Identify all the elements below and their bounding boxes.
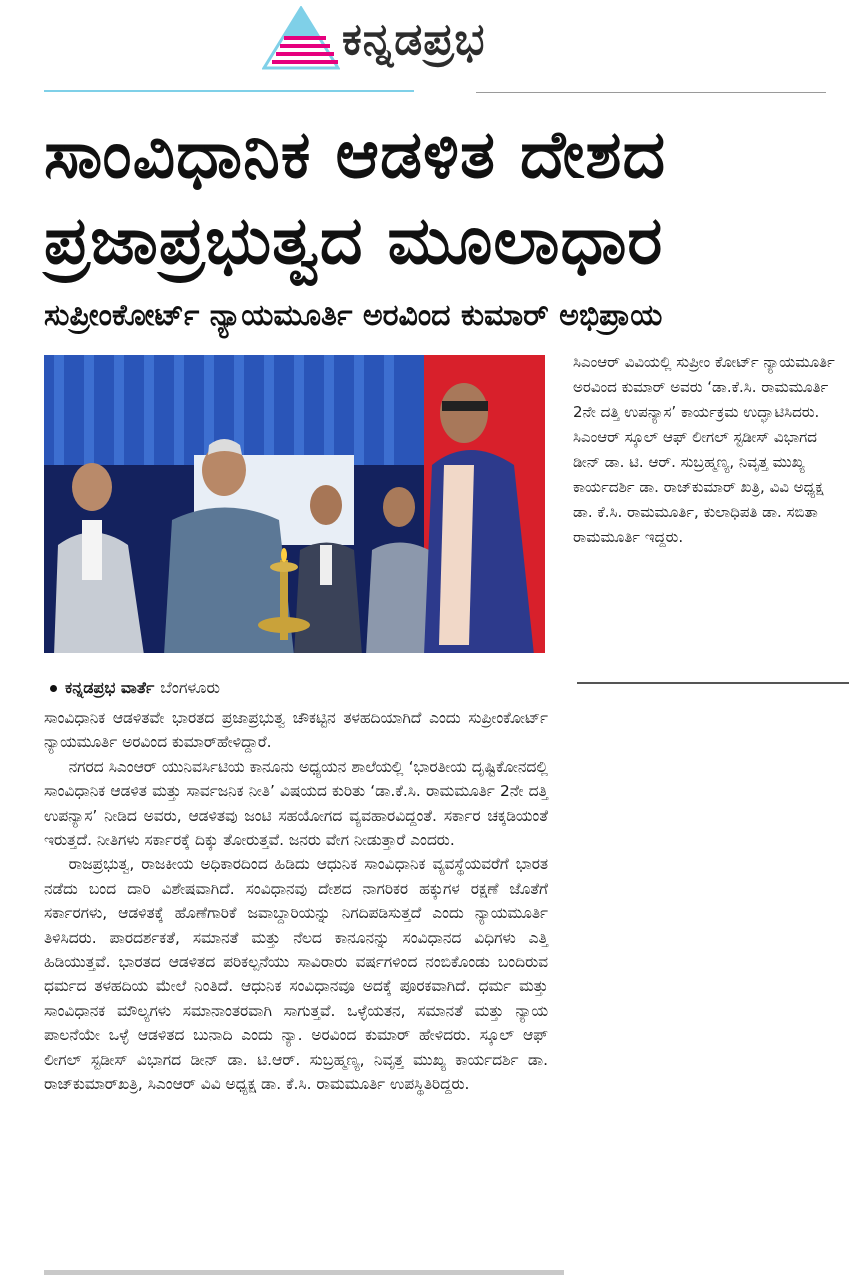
byline [50, 676, 550, 700]
masthead-rule-left [44, 90, 414, 92]
newspaper-name: ಕನ್ನಡಪ್ರಭ [342, 14, 486, 65]
triangle-stripes-logo-icon [262, 6, 340, 70]
bottom-rule [44, 1270, 564, 1275]
article-paragraph: ರಾಜಪ್ರಭುತ್ವ, ರಾಜಕೀಯ ಅಧಿಕಾರದಿಂದ ಹಿಡಿದು ಆಧುನಿಕ ಸಾಂವಿಧಾನಿಕ ವ್ಯವಸ್ಥೆಯವರೆಗೆ ಭಾರತ ನಡೆದು ಬಂದ ದಾರಿ ವಿಶೇಷವಾಗಿದೆ. ಸಂವಿಧಾನವು ದೇಶದ ನಾಗರಿಕರ ಹಕ್ಕುಗಳ ರಕ್ಷಣೆ ಜೊತೆಗೆ ಸರ್ಕಾರಗಳು, ಆಡಳಿತಕ್ಕೆ ಹೊಣೆಗಾರಿಕೆ ಜವಾಬ್ದಾರಿಯನ್ನು ನಿಗದಿಪಡಿಸುತ್ತದೆ ಎಂದು ನ್ಯಾಯಮೂರ್ತಿ ತಿಳಿಸಿದರು. ಪಾರದರ್ಶಕತೆ, ಸಮಾನತೆ ಮತ್ತು ನೆಲದ ಕಾನೂನನ್ನು ಸಂವಿಧಾನದ ವಿಧಿಗಳು ಎತ್ತಿ ಹಿಡಿಯುತ್ತವೆ. ಭಾರತದ ಆಡಳಿತದ ಪರಿಕಲ್ಪನೆಯು ಸಾವಿರಾರು ವರ್ಷಗಳಿಂದ ನಂಬಿಕೊಂಡು ಬಂದಿರುವ ಧರ್ಮದ ತಳಹದಿಯ ಮೇಲೆ ನಿಂತಿದೆ. ಆಧುನಿಕ ಸಂವಿಧಾನವೂ ಅದಕ್ಕೆ ಪೂರಕವಾಗಿದೆ. ಧರ್ಮ ಮತ್ತು ಸಾಂವಿಧಾನಕ ಮೌಲ್ಯಗಳು ಸಮಾನಾಂತರವಾಗಿ ಸಾಗುತ್ತವೆ. ಒಳ್ಳೆಯತನ, ಸಮಾನತೆ ಮತ್ತು ನ್ಯಾಯ ಪಾಲನೆಯೇ ಒಳ್ಳೆ ಆಡಳಿತದ ಬುನಾದಿ ಎಂದು ನ್ಯಾ. ಅರವಿಂದ ಕುಮಾರ್ ಹೇಳಿದರು. ಸ್ಕೂಲ್ ಆಫ್ ಲೀಗಲ್ ಸ್ಟಡೀಸ್ ವಿಭಾಗದ ಡೀನ್ ಡಾ. ಟಿ.ಆರ್. ಸುಬ್ರಹ್ಮಣ್ಯ, ನಿವೃತ್ತ ಮುಖ್ಯ ಕಾರ್ಯದರ್ಶಿ ಡಾ. ರಾಜ್‌ಕುಮಾರ್‌ಖತ್ರಿ, ಸಿಎಂಆರ್ ವಿವಿ ಅಧ್ಯಕ್ಷ ಡಾ. ಕೆ.ಸಿ. ರಾಮಮೂರ್ತಿ ಉಪಸ್ಥಿತಿರಿದ್ದರು. [44, 855, 548, 1094]
article-paragraph: ನಗರದ ಸಿಎಂಆರ್ ಯುನಿವರ್ಸಿಟಿಯ ಕಾನೂನು ಅಧ್ಯಯನ ಶಾಲೆಯಲ್ಲಿ ‘ಭಾರತೀಯ ದೃಷ್ಟಿಕೋನದಲ್ಲಿ ಸಾಂವಿಧಾನಿಕ ಆಡಳಿತ ಮತ್ತು ಸಾರ್ವಜನಿಕ ನೀತಿ’ ವಿಷಯದ ಕುರಿತು ‘ಡಾ.ಕೆ.ಸಿ. ರಾಮಮೂರ್ತಿ 2ನೇ ದತ್ತಿ ಉಪನ್ಯಾಸ’ ನೀಡಿದ ಅವರು, ಆಡಳಿತವು ಜಂಟಿ ಸಹಯೋಗದ ವ್ಯವಹಾರವಿದ್ದಂತೆ. ಸರ್ಕಾರ ಚಕ್ಕಡಿಯಂತೆ ಇರುತ್ತದೆ. ನೀತಿಗಳು ಸರ್ಕಾರಕ್ಕೆ ದಿಕ್ಕು ತೋರುತ್ತವೆ. ಜನರು ವೇಗ ನೀಡುತ್ತಾರೆ ಎಂದರು. [44, 757, 548, 850]
article-body [44, 706, 548, 1097]
article-paragraph: ಸಾಂವಿಧಾನಿಕ ಆಡಳಿತವೇ ಭಾರತದ ಪ್ರಜಾಪ್ರಭುತ್ವ ಚೌಕಟ್ಟಿನ ತಳಹದಿಯಾಗಿದೆ ಎಂದು ಸುಪ್ರೀಂಕೋರ್ಟ್ ನ್ಯಾಯಮೂರ್ತಿ ಅರವಿಂದ ಕುಮಾರ್‌ಹೇಳಿದ್ದಾರೆ. [44, 709, 548, 752]
byline-place: ಬೆಂಗಳೂರು [160, 678, 221, 697]
caption-rule [577, 682, 849, 684]
photo-caption: ಸಿಎಂಆರ್ ವಿವಿಯಲ್ಲಿ ಸುಪ್ರೀಂ ಕೋರ್ಟ್ ನ್ಯಾಯಮೂರ್ತಿ ಅರವಿಂದ ಕುಮಾರ್ ಅವರು ‘ಡಾ.ಕೆ.ಸಿ. ರಾಮಮೂರ್ತಿ 2ನೇ ದತ್ತಿ ಉಪನ್ಯಾಸ’ ಕಾರ್ಯಕ್ರಮ ಉದ್ಘಾಟಿಸಿದರು. ಸಿಎಂಆರ್ ಸ್ಕೂಲ್ ಆಫ್ ಲೀಗಲ್ ಸ್ಟಡೀಸ್ ವಿಭಾಗದ ಡೀನ್ ಡಾ. ಟಿ. ಆರ್. ಸುಬ್ರಹ್ಮಣ್ಯ, ನಿವೃತ್ತ ಮುಖ್ಯ ಕಾರ್ಯದರ್ಶಿ ಡಾ. ರಾಜ್‌ಕುಮಾರ್ ಖತ್ರಿ, ವಿವಿ ಅಧ್ಯಕ್ಷ ಡಾ. ಕೆ.ಸಿ. ರಾಮಮೂರ್ತಿ, ಕುಲಾಧಿಪತಿ ಡಾ. ಸಬಿತಾ ರಾಮಮೂರ್ತಿ ಇದ್ದರು. [573, 353, 835, 546]
bullet-dot-icon [50, 685, 57, 692]
news-photo [44, 355, 545, 653]
masthead-rule-right [476, 92, 826, 93]
article-subheadline: ಸುಪ್ರೀಂಕೋರ್ಟ್ ನ್ಯಾಯಮೂರ್ತಿ ಅರವಿಂದ ಕುಮಾರ್ ಅಭಿಪ್ರಾಯ [44, 298, 663, 333]
article-headline [44, 112, 834, 284]
byline-source: ಕನ್ನಡಪ್ರಭ ವಾರ್ತೆ [65, 678, 155, 697]
headline-line-2: ಪ್ರಜಾಪ್ರಭುತ್ವದ ಮೂಲಾಧಾರ [44, 202, 664, 279]
masthead [0, 0, 849, 92]
headline-line-1: ಸಾಂವಿಧಾನಿಕ ಆಡಳಿತ ದೇಶದ [44, 116, 667, 193]
